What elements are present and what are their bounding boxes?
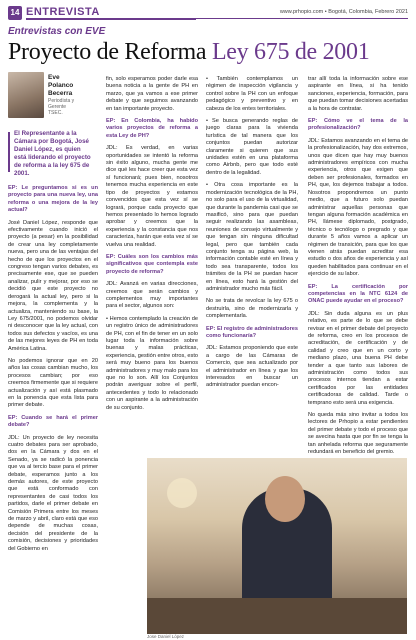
body-paragraph: JDL: Avanzá en varias direcciones, creemos que serán cambios y complementos muy importantes para el sector, algunos son: — [106, 281, 198, 310]
photo-lamp — [167, 478, 197, 508]
body-paragraph: JDL: Estamos avanzando en el tema de la profesionalización, hay dos extremos, unos que dicen que hay muy buenos administradores empíricos con mucha experiencia, otros que exigen que deben ser profesionales, formados en PH, que, los dejemos trabajar a todos. Nosotros propondremos un punto medio, que a futuro solo puedan administrar aquellas personas que tengan alguna formación académica en PH, llámese diplomado, postgrado, técnico o tecnólogo o pregrado y que durante 5 años vamos a aplicar un régimen de transición, para que los que vienen atrás puedan acreditar esa estudio o dos años de experiencia y así queden habilitados para continuar en el ejercicio de su labor. — [308, 137, 408, 278]
kicker: Entrevistas con EVE — [8, 26, 106, 37]
column-1 — [8, 185, 98, 558]
body-paragraph: JDL: Un proyecto de ley necesita cuatro debates para ser aprobado, dos en la Cámara y dos en el Senado, ya se radicó la ponencia que va al tercio base para el primer debate, esperamos junto a los demás autores, de este proyecto que está conformado con representantes de casi todos los partidos, darle el primer debate en Comisión Primera entre los meses de marzo y abril, claro está que eso depende de muchas cosas, decisión del presidente de la comisión, decisiones y prioridades del Gobierno en — [8, 434, 98, 552]
byline — [48, 74, 74, 116]
body-paragraph: • Otra cosa importante es la modernización tecnológica de la PH, no solo para el uso de la virtualidad, que durante la pandemia casi que se masificó, sino para que puedan seguir realizando las asambleas, reuniones de consejo virtualmente y que tengan sin ninguna dificultad legal, pero que también cada conjunto tenga su página web, la información contable esté en línea y todo sea transparente, todos los trámites de la PH se puedan hacer en línea, esto hará la gestión del administrador mucho más fácil. — [206, 182, 298, 292]
photo-caption: Jose Daniel López — [147, 634, 185, 639]
headline-main: Proyecto de Reforma — [8, 39, 212, 65]
body-paragraph: No se trata de revolcar la ley 675 o destruirla, sino de modernizarla y complementarla. — [206, 298, 298, 320]
question-paragraph: EP: Cómo ve el tema de la profesionalización? — [308, 118, 408, 132]
byline-name-1: Eve — [48, 74, 60, 81]
column-2 — [106, 76, 198, 456]
page-number: 14 — [8, 6, 22, 20]
question-paragraph: EP: El registro de administradores como funcionaría? — [206, 325, 298, 339]
body-paragraph: fin, solo esperamos poder darle esa buena noticia a la gente de PH en marzo, que ya vamos a ese primer debate y que seguimos avanzando en tan importante proyecto. — [106, 76, 198, 112]
body-paragraph: No queda más sino invitar a todos los lectores de Prhopio a estar pendientes del primer debate y todo el proceso que se avecina hasta que por fin se tenga la tan anhelada reforma que seguramente redundará en beneficio del gremio. — [308, 412, 408, 456]
photo-subject-head — [265, 476, 305, 522]
byline-role-1: Periodista y — [48, 98, 75, 104]
body-paragraph: trar allí toda la información sobre ese aspirante en línea, si ha tenido sanciones, experiencia, formación, para que puedan tomar decisiones acertadas a la hora de contratar. — [308, 76, 408, 112]
author-portrait — [8, 72, 44, 118]
body-paragraph: JDL: Sin duda alguna es un plus relativo, es parte de lo que se debe revisar en el primer debate del proyecto de reforma, creo en los procesos de acreditación, de certificación y de calidad y creo que en un corto y mediano plazo, una buena PH debe tender a que tanto sus labores de administración como todos sus procesos internos tiendan a estar certificados por las entidades certificadoras de calidad. Tarde o temprano esto será una exigencia. — [308, 310, 408, 406]
site-info: www.prhopio.com • Bogotá, Colombia, Febrero 2021 — [279, 9, 408, 15]
question-paragraph: EP: Le preguntamos si es un proyecto para una nueva ley, una reforma o una mejora de la ley actual? — [8, 185, 98, 214]
body-paragraph: • También contemplamos un régimen de inspección vigilancia y control sobre la PH con un enfoque pedagógico y preventivo y en cabeza de los entes territoriales. — [206, 76, 298, 112]
column-3 — [206, 76, 298, 456]
question-paragraph: EP: En Colombia, ha habido varios proyectos de reforma a esta Ley de PH? — [106, 118, 198, 139]
question-paragraph: EP: Cuáles son los cambios más significativos que contempla este proyecto de reforma? — [106, 253, 198, 275]
question-paragraph: EP: Cuando se hará el primer debate? — [8, 414, 98, 429]
byline-role-3: TSEC. — [48, 110, 63, 116]
body-paragraph: JDL: Es verdad, en varias oportunidades se intentó la reforma sin éxito alguno, mucha gente me dice qué les hace creer que esta vez sí funcionará; pues bien, nosotros tenemos mucha experiencia en este tipo de proyectos y estamos convencidos que esta vez sí se logrará, porque cada proyecto que hemos presentado lo hemos logrado aprobar y creemos que la experiencia y la constancia que nos caracteriza, harán que esta vez sí se vuelva una realidad. — [106, 145, 198, 248]
page-header — [0, 6, 416, 20]
interview-photo — [147, 458, 407, 634]
section-rule — [26, 18, 196, 20]
byline-name-2: Polanco — [48, 82, 74, 89]
body-paragraph: No podemos ignorar que en 20 años las cosas cambian mucho, los procesos cambian; por eso creemos firmemente que si requiere actualización y así está plasmado en la ponencia que esta lista para primer debate. — [8, 357, 98, 409]
body-paragraph: José Daniel López, responde que efectivamente cuando inició el proyecto (a pesar) en la posibilidad de crear una ley completamente nueva, pero una de las ventajas del hecho de que los proyectos en el congreso tengan varios debates, es precisamente ese, que se pueden analizar, pulir y mejorar, por eso se decidió que este proyecto no derogará la actual ley, pero si la mejora, la complementa y la actualiza, manteniendo su base, la Ley 675/2001, no podemos olvidar ni desconocer que la ley actual, con todos sus defectos y vacíos, es una de las mejores leyes de PH en toda América Latina. — [8, 219, 98, 352]
body-paragraph: • Hemos contemplado la creación de un registro único de administradores de PH, con el fin de tener en un solo lugar toda la información sobre buenas y malas prácticas, experiencia, gestión entre otros, esto será muy bueno para los buenos administradores y muy malo para los que no lo son. Allí los Conjuntos podrán averiguar sobre el perfil, antecedentes y todo lo relacionado con un aspirante a la administración de su conjunto. — [106, 315, 198, 411]
intro-text: El Representante a la Cámara por Bogotá, José Daniel López, es quien está liderando el proyecto de reforma a la ley 675 de 2001. — [14, 130, 91, 177]
headline — [8, 39, 369, 66]
byline-role-2: Gerente — [48, 104, 67, 110]
body-paragraph: JDL: Estamos proponiendo que este a cargo de las Cámaras de Comercio, que sea actualizado por el administrador en línea y que los interesados en buscar un administrador puedan encon- — [206, 345, 298, 389]
byline-name-3: Becerra — [48, 90, 73, 97]
headline-accent: Ley 675 de 2001 — [211, 39, 370, 65]
photo-desk — [147, 598, 407, 634]
header-rule — [196, 18, 408, 19]
section-title: ENTREVISTA — [26, 6, 100, 18]
question-paragraph: EP: La certificación por competencias en la NTC 6124 de ONAC puede ayudar en el proceso? — [308, 283, 408, 305]
body-paragraph: • Se busca generando reglas de juego claras para la vivienda turística de tal manera que los conjuntos puedan autorizar claramente si quieren que sus unidades estén en una plataforma como Airbnb, pero que todo esté dentro de la legalidad. — [206, 118, 298, 176]
